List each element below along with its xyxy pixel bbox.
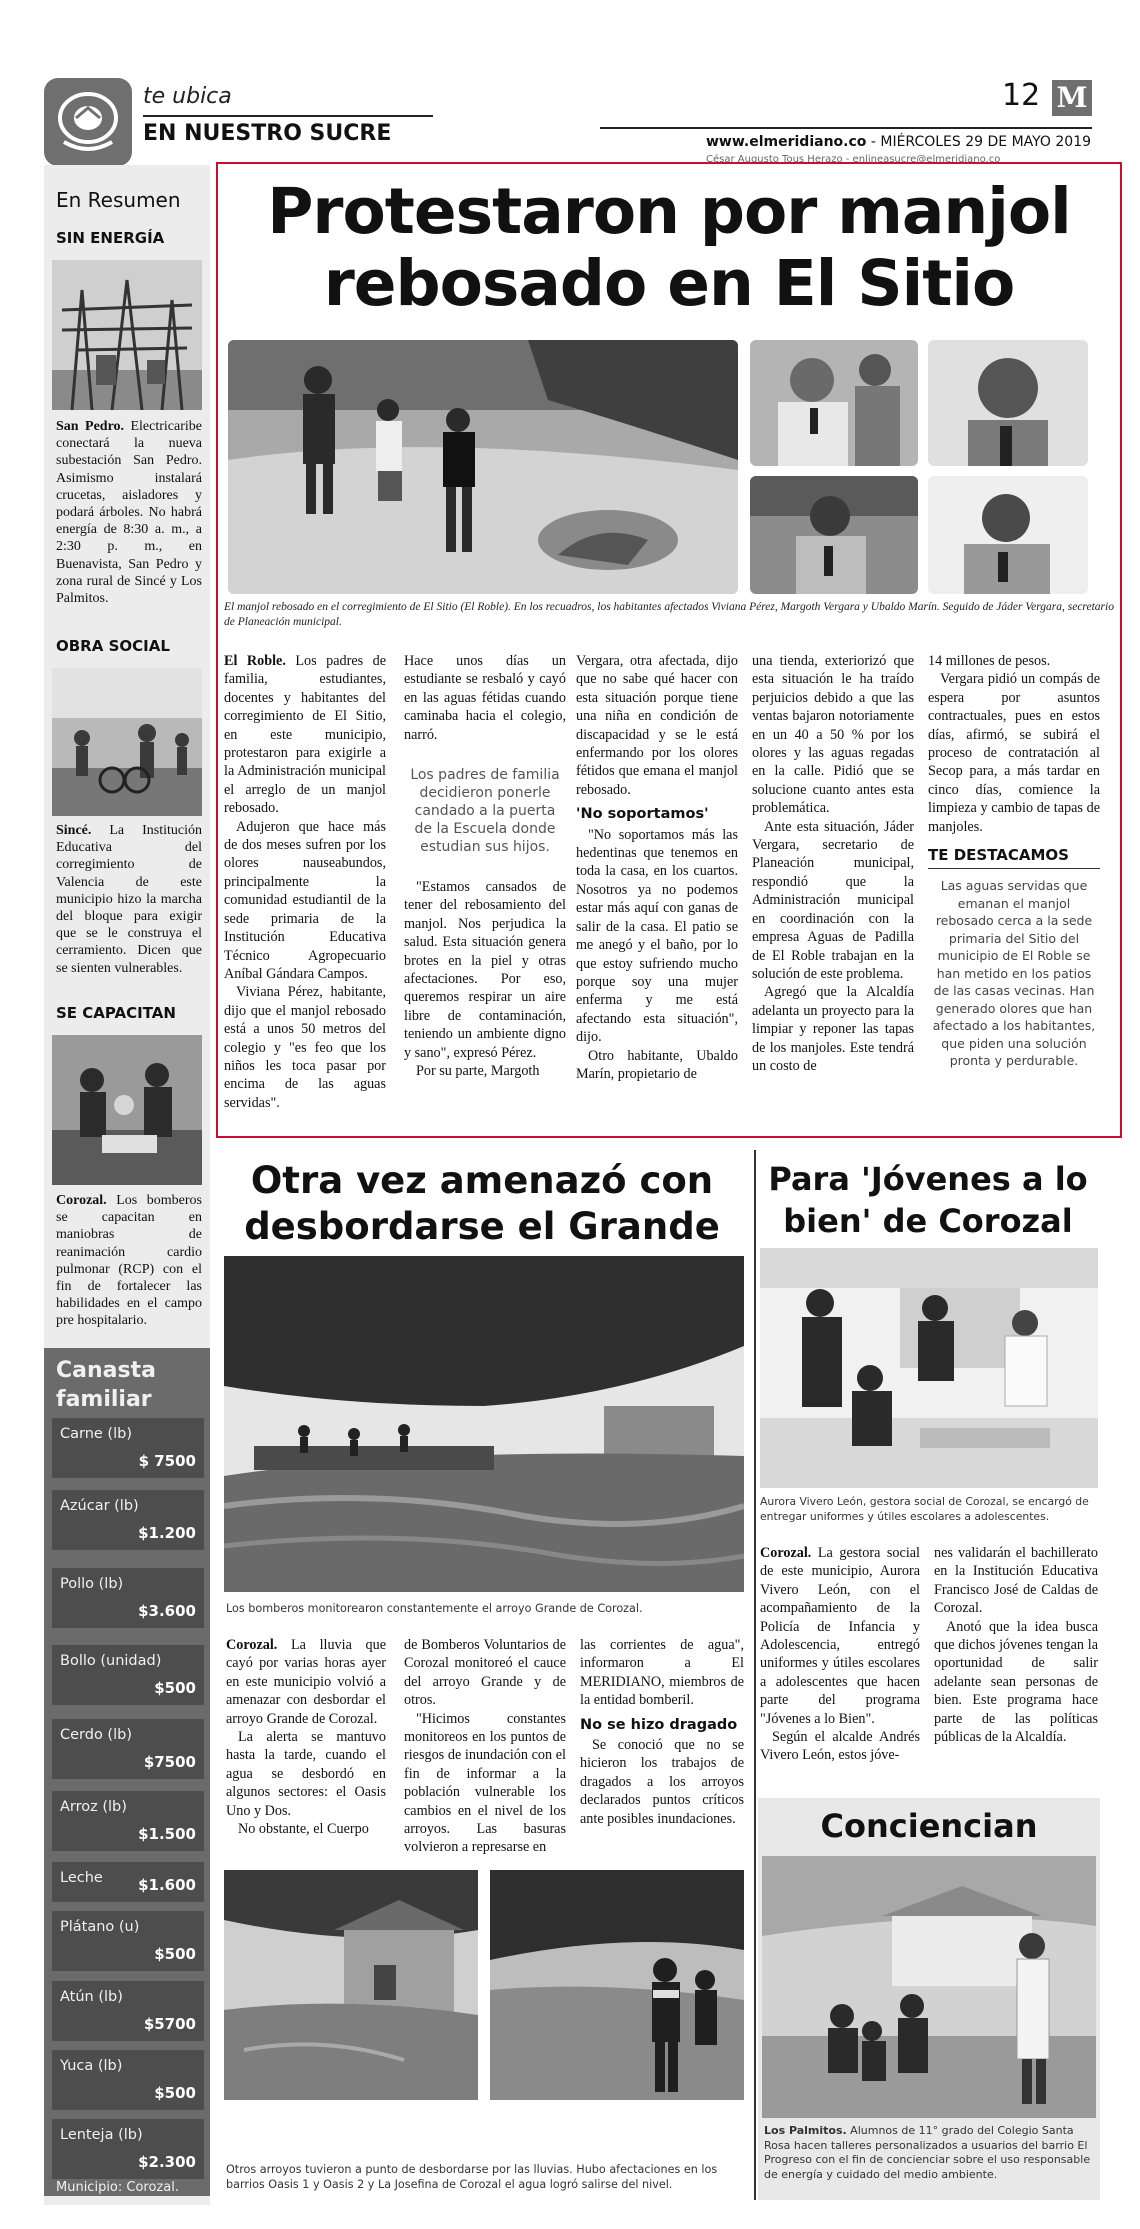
column-divider [754,1150,756,2200]
story4-caption-text: Alumnos de 11° grado del Colegio Santa Rosa hacen talleres personalizados a usuarios del barrio El Progreso con el fin de concienciar sobre el uso responsable de energía y cuidado del medio ambiente. [764,2124,1091,2181]
photo-students-workshop [762,1856,1096,2118]
price-row [52,2050,204,2110]
main-headline-line1: Protestaron por manjol [267,175,1071,248]
story2-col3-p2: Se conoció que no se hicieron los trabajos de dragados a los arroyos declarados puntos críticos ante posibles inundaciones. [580,1737,744,1827]
sidebar-place-energia: San Pedro. [56,419,125,434]
price-row [52,1911,204,1971]
main-headline-line2: rebosado en El Sitio [323,247,1015,320]
main-col2-p2: "Estamos cansados de tener del rebosamiento del manjol. Nos perjudica la salud. Esta situación genera brotes en la piel y otras afectaciones. Por eso, queremos respirar un aire libre de contaminación, teniendo un ambiente digno y sano", expresó Pérez. [404,879,566,1061]
story4-caption [764,2124,1096,2182]
brand-logo-letter: M [1056,81,1088,114]
price-item-name: Bollo (unidad) [60,1653,162,1669]
sidebar-text-capacitan [56,1192,202,1330]
photo-rescuers-stream [490,1870,744,2100]
canasta-municipio: Municipio: Corozal. [56,2180,179,2195]
photo-jader-vergara [928,476,1088,594]
sidebar-place-capacitan: Corozal. [56,1193,107,1208]
story2-col-2 [404,1636,566,1857]
byline: César Augusto Tous Herazo - enlineasucre@elmeridiano.co [706,154,1001,165]
price-item-name: Plátano (u) [60,1919,140,1935]
photo-uniform-delivery [760,1248,1098,1488]
map-pin-icon [44,78,132,166]
main-col1-p3: Viviana Pérez, habitante, dijo que el manjol rebosado está a unos 50 metros del colegio y "es feo que los niños les toca pasar por encima de las aguas servidas". [224,984,386,1111]
header-rule [600,127,1092,129]
header-dateline [706,134,1091,150]
price-row [52,1791,204,1851]
main-col3-p3: Otro habitante, Ubaldo Marín, propietario de [576,1047,738,1082]
main-col3-p1: Vergara, otra afectada, dijo que no sabe qué hacer con esta situación porque tiene una niña en condición de discapacidad y se le está enfermando por los olores fétidos que emana el manjol rebosado. [576,653,738,798]
price-item-name: Azúcar (lb) [60,1498,139,1514]
story3-place: Corozal. [760,1545,812,1561]
main-col2-p3: Por su parte, Margoth [416,1063,540,1080]
price-item-name: Cerdo (lb) [60,1727,132,1743]
sidebar-heading-energia: SIN ENERGÍA [56,229,165,247]
sidebar-heading-obra: OBRA SOCIAL [56,637,170,655]
story2-col3-p1: las corrientes de agua", informaron a El MERIDIANO, miembros de la entidad bomberil. [580,1637,744,1709]
main-headline [218,176,1120,320]
main-pullquote: Los padres de familia decidieron ponerle candado a la puerta de la Escuela donde estudian sus hijos. [410,767,560,856]
main-col1-p1: Los padres de familia, estudiantes, docentes y habitantes del corregimiento de El Sitio, en este municipio, protestaron para exigirle a la Administración municipal el arreglo de un manjol rebosado. [224,653,386,817]
price-row [52,1645,204,1705]
main-col-3 [576,652,738,1083]
sidebar-body-energia: Electricaribe conectará la nueva subestación San Pedro. Asimismo instalará crucetas, aisladores y podará árboles. No habrá energía de 8:30 a. m., a 2:30 p. m., en Buenavista, San Pedro y zona rural de Sincé y Los Palmitos. [56,419,202,607]
destacamos-title: TE DESTACAMOS [928,846,1100,869]
price-item-value: $500 [154,1945,196,1963]
story2-col1-p2: La alerta se mantuvo hasta la tarde, cuando el agua se desbordó en algunos sectores: el Oasis Uno y Dos. [226,1729,386,1819]
story2-col-1 [226,1636,386,1838]
brand-logo [1052,80,1092,116]
sidebar-title: En Resumen [56,188,181,212]
story2-col2-p1: de Bomberos Voluntarios de Corozal monitoreó el cauce del arroyo Grande y de otros. [404,1637,566,1709]
price-row [52,2119,204,2179]
sidebar-body-capacitan: Los bomberos se capacitan en maniobras de reanimación cardio pulmonar (RCP) con el fin de fortalecer las habilidades en el campo pre hospitalario. [56,1193,202,1329]
price-item-name: Carne (lb) [60,1426,132,1442]
price-item-name: Leche [60,1870,103,1886]
story3-headline [758,1158,1098,1242]
story2-col3-subhead: No se hizo dragado [580,1716,738,1733]
story2-col1-p1: La lluvia que cayó por varias horas ayer en este municipio volvió a amenazar con desbordar el arroyo Grande de Corozal. [226,1637,386,1727]
price-item-name: Yuca (lb) [60,2058,123,2074]
photo-school-march [52,668,202,816]
section-label-main: EN NUESTRO SUCRE [143,121,392,146]
main-col1-p2: Adujeron que hace más de dos meses sufren por los olores nauseabundos, principalmente la comunidad estudiantil de la sede primaria de la Institución Educativa Técnico Agropecuario Aníbal Gándara Campos. [224,818,386,982]
story3-col1-p1: La gestora social de este municipio, Aurora Vivero León, con el acompañamiento de la Policía de Infancia y Adolescencia, entregó uniformes y útiles escolares a adolescentes que hacen parte del programa "Jóvenes a lo Bien". [760,1545,920,1727]
photo-substation [52,260,202,410]
price-item-name: Atún (lb) [60,1989,123,2005]
story2-bottom-caption: Otros arroyos tuvieron a punto de desbordarse por las lluvias. Hubo afectaciones en los barrios Oasis 1 y Oasis 2 y La Josefina de Corozal el agua logró salirse del nivel. [226,2163,718,2191]
destacamos-text: Las aguas servidas que emanan el manjol rebosado cerca a la sede primaria del Sitio del municipio de El Roble se han metido en los patios de las casas vecinas. Han generado olores que han afectado a los habitantes, que piden una solución pronta y perdurable. [932,878,1096,1069]
story2-photo-caption: Los bomberos monitorearon constantemente el arroyo Grande de Corozal. [226,1602,643,1615]
main-col-5 [928,652,1100,1070]
price-row [52,1862,204,1902]
photo-flooded-house [224,1870,478,2100]
story2-col1-p3: No obstante, el Cuerpo [238,1821,369,1838]
photo-firefighters [52,1035,202,1185]
page-number: 12 [1002,78,1041,113]
main-col3-p2: "No soportamos más las hedentinas que tenemos en toda la casa, en los cuartos. Nosotros ya no podemos estar más aquí con ganas de salir de la casa. El patio se me anegó y el baño, por lo que estoy sufriendo mucho porque soy una mujer enferma y me está afectando esta situación", dijo. [576,826,738,1046]
main-col3-subhead: 'No soportamos' [576,806,709,823]
story2-headline-line2: desbordarse el Grande [244,1205,720,1248]
price-item-value: $3.600 [138,1602,196,1620]
main-col5-p2: Vergara pidió un compás de espera por asuntos contractuales, pues en estos días, afirmó, se subirá el proceso de contratación al Secop para, a más tardar en cinco días, comience la limpieza y cambio de tapas de manjoles. [928,671,1100,835]
sidebar-body-obra: La Institución Educativa del corregimiento de Valencia de este municipio hizo la marcha del bloque para exigir que se le construya el cerramiento. Dicen que se sienten vulnerables. [56,823,202,976]
photo-margoth-vergara [928,340,1088,466]
story4-caption-place: Los Palmitos. [764,2124,847,2137]
story3-col-2 [934,1544,1098,1746]
story3-col2-p1: nes validarán el bachillerato en la Institución Educativa Francisco José de Caldas de Corozal. [934,1545,1098,1617]
sidebar-place-obra: Sincé. [56,823,92,838]
price-item-value: $5700 [143,2015,196,2033]
main-col4-p3: Agregó que la Alcaldía adelanta un proyecto para la limpiar y reponer las tapas de los manjoles. Este tendrá un costo de [752,984,914,1074]
price-item-value: $1.200 [138,1524,196,1542]
sidebar-text-energia [56,418,202,607]
price-row [52,1719,204,1779]
price-item-name: Arroz (lb) [60,1799,127,1815]
story2-headline-line1: Otra vez amenazó con [250,1159,714,1202]
sidebar-heading-capacitan: SE CAPACITAN [56,1004,176,1022]
section-logo [44,78,132,166]
main-col-1 [224,652,386,1112]
main-place: El Roble. [224,653,286,669]
main-col-4 [752,652,914,1075]
story3-headline-line1: Para 'Jóvenes a lo [768,1160,1088,1198]
story3-headline-line2: bien' de Corozal [783,1202,1073,1240]
story3-col-1 [760,1544,920,1765]
issue-date: - MIÉRCOLES 29 DE MAYO 2019 [870,134,1092,150]
story3-col2-p2: Anotó que la idea busca que dichos jóvenes tengan la oportunidad de salir adelante sean personas de bien. Este programa hace parte de las políticas públicas de la Alcaldía. [934,1618,1098,1746]
photo-manjol-street [228,340,738,594]
price-item-value: $2.300 [138,2153,196,2171]
price-row [52,1568,204,1628]
story3-photo-caption: Aurora Vivero León, gestora social de Corozal, se encargó de entregar uniformes y útiles escolares a adolescentes. [760,1495,1089,1523]
price-item-value: $500 [154,2084,196,2102]
story3-col1-p2: Según el alcalde Andrés Vivero León, estos jóve- [760,1729,920,1764]
story2-col2-p2: "Hicimos constantes monitoreos en los puntos de riesgos de inundación con el fin de informar a la población vulnerable los cambios en el nivel de los arroyos. Las basuras volvieron a represarse en [404,1710,566,1856]
section-label-top: te ubica [143,84,232,109]
main-col-2 [404,652,566,1081]
story2-headline [216,1158,748,1250]
canasta-title: Canasta familiar [56,1358,156,1412]
main-col4-p1: una tienda, exteriorizó que esta situación le ha traído perjuicios debido a que las ventas bajaron notoriamente en un 40 a 50 % por los olores y las aguas regadas en la calle. Pidió que se solucione cuanto antes esta problemática. [752,653,914,817]
story2-col-3 [580,1636,744,1828]
price-row [52,1418,204,1478]
story2-place: Corozal. [226,1637,278,1653]
photo-arroyo-grande [224,1256,744,1592]
main-col2-p1: Hace unos días un estudiante se resbaló y cayó en las aguas fétidas cuando caminaba hacia el colegio, narró. [404,653,566,743]
photo-viviana-perez [750,340,918,466]
price-item-value: $500 [154,1679,196,1697]
price-item-value: $7500 [143,1753,196,1771]
sidebar-text-obra [56,822,202,977]
price-item-name: Lenteja (lb) [60,2127,143,2143]
story4-headline: Conciencian [820,1807,1038,1845]
main-photo-caption: El manjol rebosado en el corregimiento de El Sitio (El Roble). En los recuadros, los habitantes afectados Viviana Pérez, Margoth Vergara y Ubaldo Marín. Seguido de Jáder Vergara, secretario de Planeación municipal. [224,601,1114,628]
website-link[interactable]: www.elmeridiano.co [706,134,867,150]
price-item-value: $ 7500 [138,1452,196,1470]
price-item-value: $1.600 [138,1876,196,1894]
price-row [52,1981,204,2041]
section-divider [143,115,433,117]
price-item-value: $1.500 [138,1825,196,1843]
main-col5-p1: 14 millones de pesos. [928,653,1051,669]
main-col4-p2: Ante esta situación, Jáder Vergara, secretario de Planeación municipal, respondió que la Administración municipal en coordinación con la empresa Aguas de Padilla de El Roble trabajan en la solución de este problema. [752,818,914,982]
price-row [52,1490,204,1550]
price-item-name: Pollo (lb) [60,1576,124,1592]
photo-ubaldo-marin [750,476,918,594]
